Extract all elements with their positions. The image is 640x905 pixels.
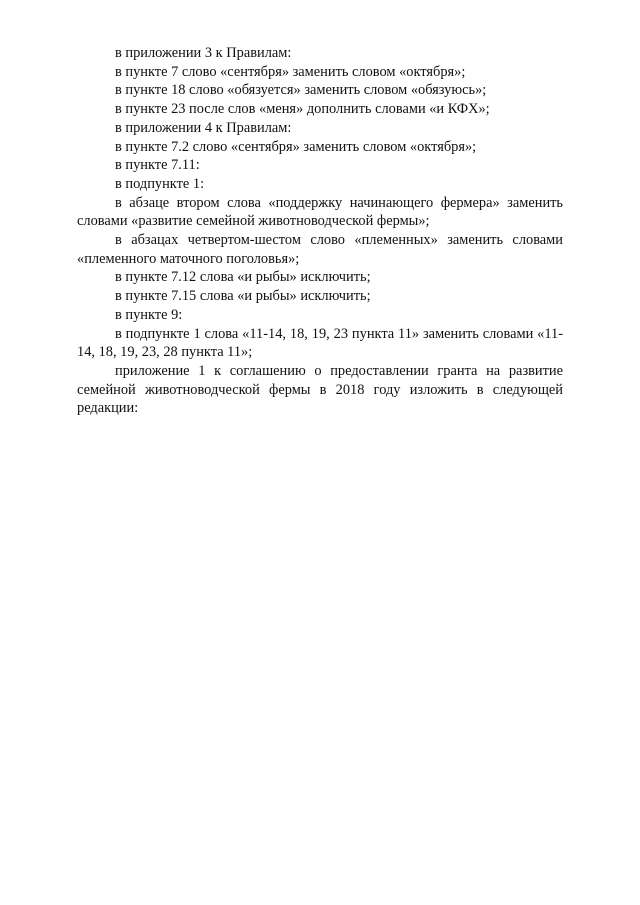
- document-body: [77, 44, 563, 418]
- paragraph-15: приложение 1 к соглашению о предоставлении гранта на развитие семейной животноводческой фермы в 2018 году изложить в следующей редакции:: [77, 362, 563, 417]
- paragraph-4: в пункте 23 после слов «меня» дополнить словами «и КФХ»;: [115, 101, 490, 118]
- paragraph-9: в абзаце втором слова «поддержку начинающего фермера» заменить словами «развитие семейной животноводческой фермы»;: [77, 194, 563, 230]
- paragraph-10: в абзацах четвертом-шестом слово «племенных» заменить словами «племенного маточного поголовья»;: [77, 232, 563, 267]
- paragraph-11: в пункте 7.12 слова «и рыбы» исключить;: [115, 269, 371, 286]
- paragraph-12: в пункте 7.15 слова «и рыбы» исключить;: [115, 288, 371, 305]
- paragraph-7: в пункте 7.11:: [115, 157, 200, 174]
- paragraph-5: в приложении 4 к Правилам:: [115, 119, 292, 136]
- paragraph-14: в подпункте 1 слова «11-14, 18, 19, 23 пункта 11» заменить словами «11-14, 18, 19, 23, 28 пункта 11»;: [77, 325, 563, 361]
- paragraph-6: в пункте 7.2 слово «сентября» заменить словом «октября»;: [115, 138, 477, 155]
- paragraph-13: в пункте 9:: [115, 306, 183, 323]
- paragraph-1: в приложении 3 к Правилам:: [115, 45, 292, 61]
- paragraph-2: в пункте 7 слово «сентября» заменить словом «октября»;: [115, 63, 466, 80]
- paragraph-8: в подпункте 1:: [115, 175, 205, 192]
- paragraph-3: в пункте 18 слово «обязуется» заменить словом «обязуюсь»;: [115, 82, 487, 99]
